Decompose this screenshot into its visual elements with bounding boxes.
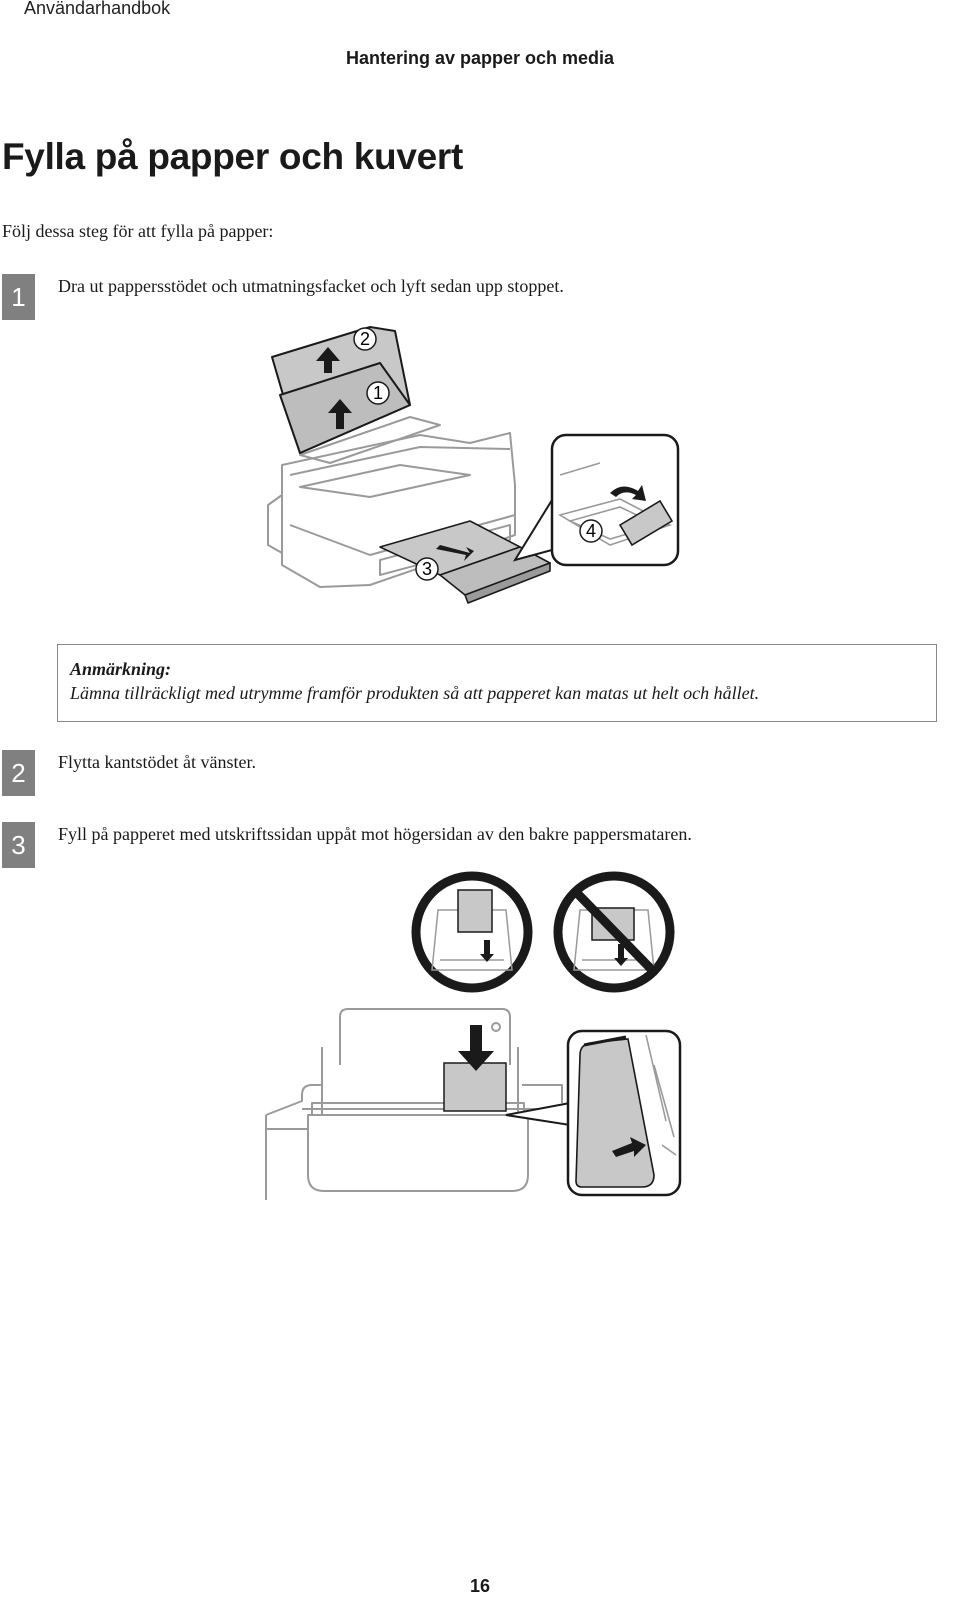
printer-setup-illustration	[260, 325, 700, 615]
note-label: Anmärkning:	[70, 659, 172, 679]
page-title: Fylla på papper och kuvert	[2, 136, 464, 177]
step-number-1: 1	[2, 274, 35, 320]
callout-4: 4	[585, 521, 597, 541]
paper-loading-illustration	[262, 1005, 682, 1200]
incorrect-orientation-badge	[558, 876, 670, 988]
callout-2: 2	[359, 329, 371, 349]
note-box	[57, 644, 937, 722]
step-number-3: 3	[2, 822, 35, 868]
callout-1: 1	[372, 383, 384, 403]
section-title: Hantering av papper och media	[345, 48, 615, 68]
running-head: Användarhandbok	[24, 0, 171, 18]
page-number: 16	[469, 1576, 491, 1596]
step-text-1: Dra ut pappersstödet och utmatningsfacket och lyft sedan upp stoppet.	[58, 276, 564, 296]
note-text: Lämna tillräckligt med utrymme framför produkten så att papperet kan matas ut helt och hållet.	[70, 683, 760, 703]
paper-sheet	[444, 1063, 506, 1111]
step-number-2: 2	[2, 750, 35, 796]
intro-text: Följ dessa steg för att fylla på papper:	[2, 221, 274, 241]
callout-3: 3	[421, 559, 433, 579]
correct-orientation-badge	[416, 876, 528, 988]
step-text-2: Flytta kantstödet åt vänster.	[58, 752, 256, 772]
step-text-3: Fyll på papperet med utskriftssidan uppåt mot högersidan av den bakre pappersmataren.	[58, 824, 692, 844]
loading-orientation-illustration	[410, 870, 680, 998]
